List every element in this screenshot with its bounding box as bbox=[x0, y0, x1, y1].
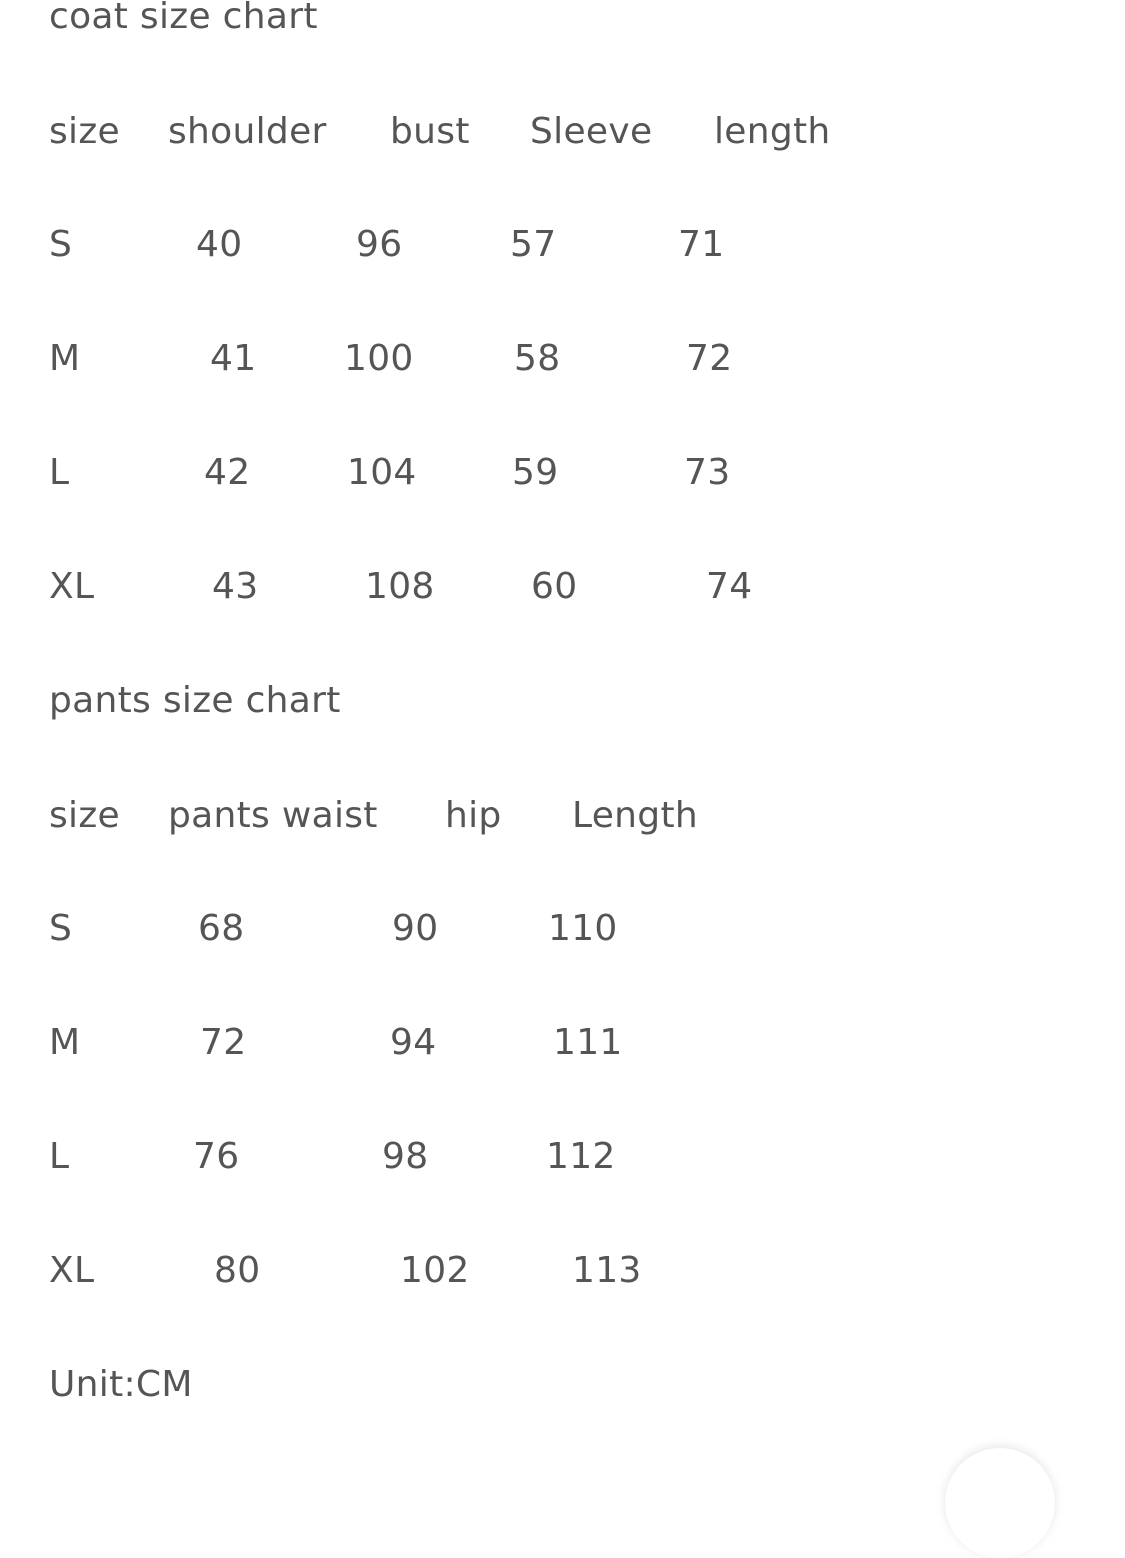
coat-cell-bust: 96 bbox=[356, 224, 403, 265]
pants-row-s bbox=[0, 909, 1125, 969]
pants-cell-hip: 94 bbox=[390, 1022, 437, 1063]
pants-cell-length: 110 bbox=[548, 908, 618, 949]
unit-note: Unit:CM bbox=[49, 1364, 193, 1405]
pants-row-xl bbox=[0, 1251, 1125, 1311]
coat-cell-bust: 100 bbox=[344, 338, 414, 379]
coat-cell-length: 73 bbox=[684, 452, 731, 493]
coat-cell-size: M bbox=[49, 338, 81, 379]
coat-cell-shoulder: 43 bbox=[212, 566, 259, 607]
pants-col-hip: hip bbox=[445, 795, 502, 836]
coat-cell-sleeve: 60 bbox=[531, 566, 578, 607]
pants-cell-length: 112 bbox=[546, 1136, 616, 1177]
pants-cell-size: S bbox=[49, 908, 73, 949]
pants-cell-size: XL bbox=[49, 1250, 95, 1291]
coat-row-s bbox=[0, 225, 1125, 285]
unit-line bbox=[0, 1365, 1125, 1425]
pants-col-length: Length bbox=[572, 795, 698, 836]
coat-cell-shoulder: 41 bbox=[210, 338, 257, 379]
pants-cell-waist: 76 bbox=[193, 1136, 240, 1177]
pants-cell-length: 113 bbox=[572, 1250, 642, 1291]
pants-row-m bbox=[0, 1023, 1125, 1083]
coat-cell-length: 72 bbox=[686, 338, 733, 379]
pants-cell-waist: 80 bbox=[214, 1250, 261, 1291]
coat-cell-shoulder: 42 bbox=[204, 452, 251, 493]
coat-cell-shoulder: 40 bbox=[196, 224, 243, 265]
coat-header-row bbox=[0, 112, 1125, 172]
pants-header-row bbox=[0, 796, 1125, 856]
coat-cell-size: L bbox=[49, 452, 70, 493]
coat-row-m bbox=[0, 339, 1125, 399]
pants-cell-waist: 68 bbox=[198, 908, 245, 949]
coat-col-sleeve: Sleeve bbox=[530, 111, 653, 152]
pants-cell-size: M bbox=[49, 1022, 81, 1063]
coat-col-size: size bbox=[49, 111, 121, 152]
coat-cell-sleeve: 57 bbox=[510, 224, 557, 265]
pants-row-l bbox=[0, 1137, 1125, 1197]
coat-cell-size: S bbox=[49, 224, 73, 265]
pants-heading-line bbox=[0, 681, 1125, 741]
pants-cell-hip: 98 bbox=[382, 1136, 429, 1177]
coat-cell-length: 74 bbox=[706, 566, 753, 607]
coat-row-l bbox=[0, 453, 1125, 513]
pants-cell-waist: 72 bbox=[200, 1022, 247, 1063]
pants-col-size: size bbox=[49, 795, 121, 836]
coat-heading-line bbox=[0, 0, 1125, 57]
pants-cell-size: L bbox=[49, 1136, 70, 1177]
coat-size-chart-heading: coat size chart bbox=[49, 0, 318, 37]
coat-cell-sleeve: 58 bbox=[514, 338, 561, 379]
coat-col-length: length bbox=[714, 111, 831, 152]
coat-col-bust: bust bbox=[390, 111, 470, 152]
coat-cell-length: 71 bbox=[678, 224, 725, 265]
coat-row-xl bbox=[0, 567, 1125, 627]
coat-cell-bust: 104 bbox=[347, 452, 417, 493]
coat-cell-sleeve: 59 bbox=[512, 452, 559, 493]
pants-cell-length: 111 bbox=[553, 1022, 623, 1063]
coat-col-shoulder: shoulder bbox=[168, 111, 327, 152]
pants-cell-hip: 102 bbox=[400, 1250, 470, 1291]
pants-cell-hip: 90 bbox=[392, 908, 439, 949]
pants-col-waist: pants waist bbox=[168, 795, 378, 836]
pants-size-chart-heading: pants size chart bbox=[49, 680, 341, 721]
coat-cell-size: XL bbox=[49, 566, 95, 607]
coat-cell-bust: 108 bbox=[365, 566, 435, 607]
